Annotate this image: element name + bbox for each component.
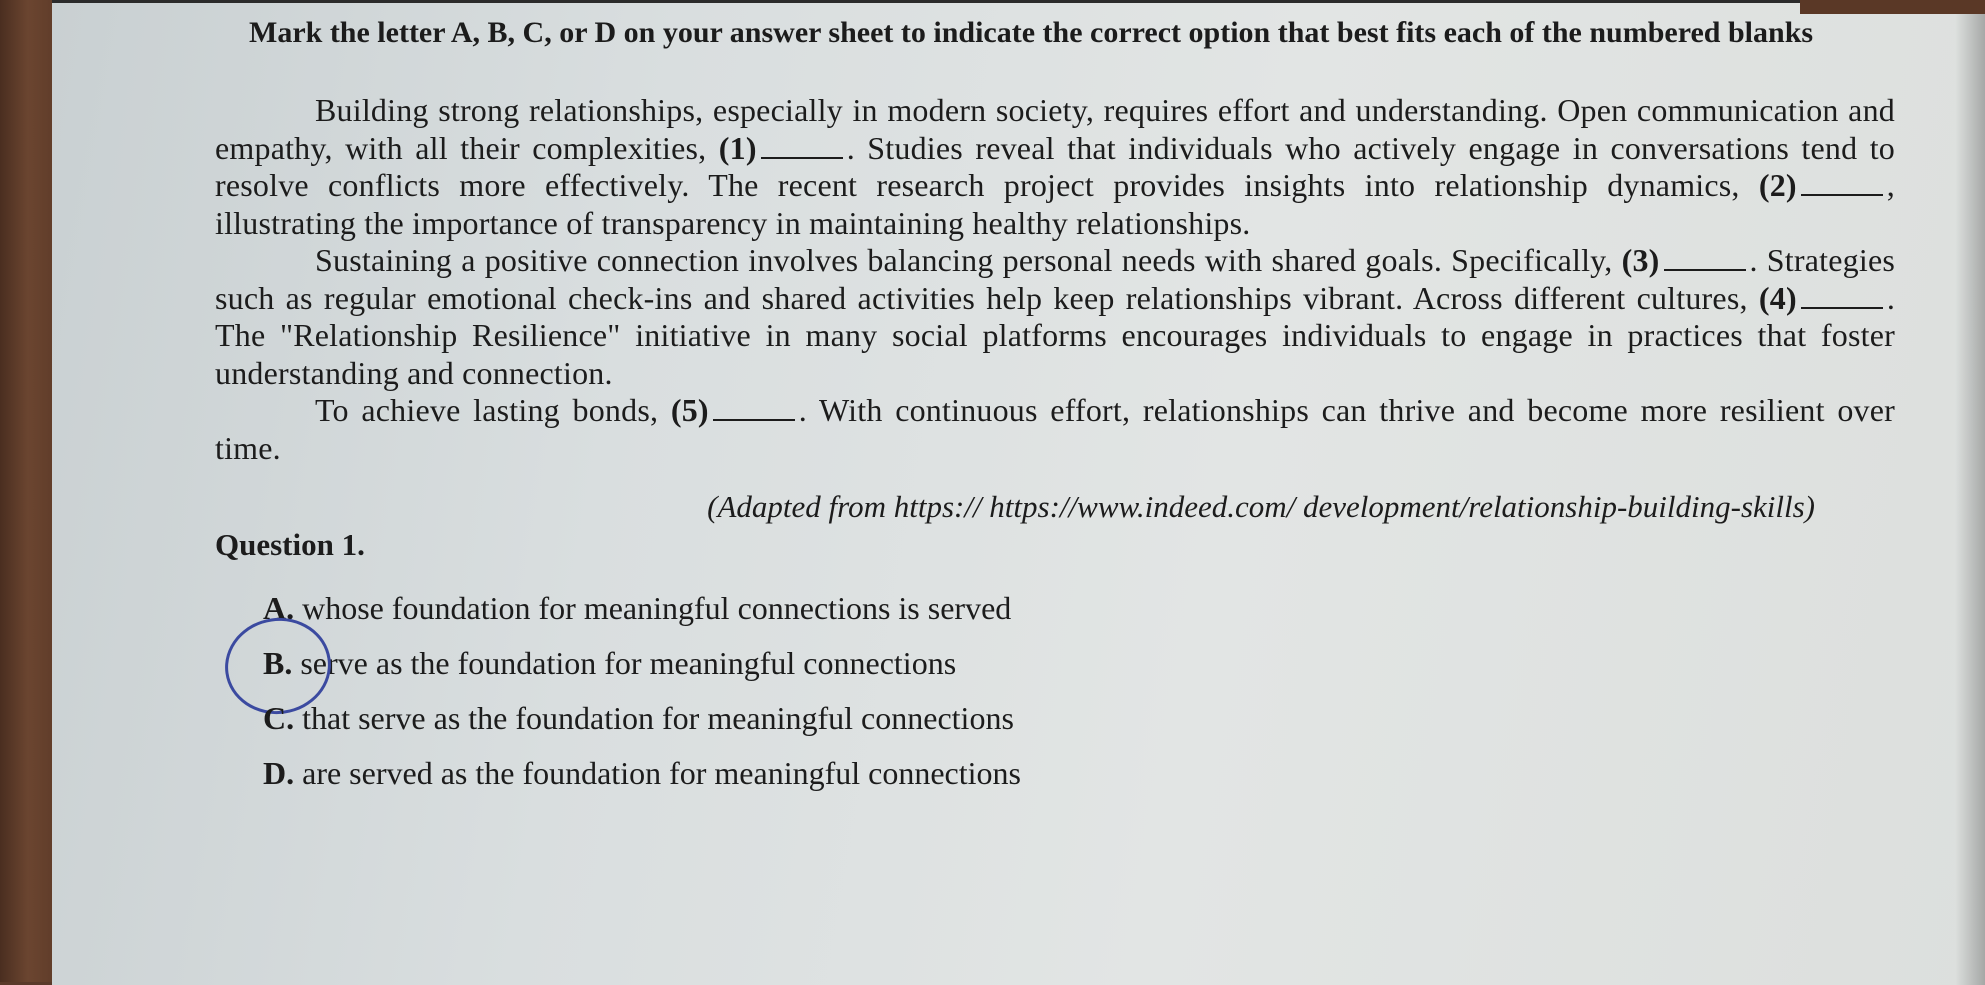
option-letter: D. [263,755,295,791]
option-c[interactable] [263,695,1895,741]
option-text: whose foundation for meaningful connections is served [302,590,1012,626]
worksheet-content [215,14,1895,805]
blank-5 [713,395,795,421]
table-corner [1800,0,1985,14]
option-a[interactable] [263,585,1895,631]
passage-paragraph-1 [215,92,1895,242]
paragraph-1-text-a: Building strong relationships, especially in modern society, requires effort and understanding. Open communication and empathy, with all their complexities, [215,92,1895,166]
paragraph-1-text-c: , illustrating the importance of transparency in maintaining healthy relationships. [215,167,1895,241]
option-letter: A. [263,590,295,626]
option-b[interactable] [263,640,1895,686]
paragraph-1-text-b: . Studies reveal that individuals who actively engage in conversations tend to resolve conflicts more effectively. The recent research project provides insights into relationship dynamics, [215,129,1895,203]
option-text: are served as the foundation for meaningful connections [302,755,1021,791]
blank-number-1: (1) [718,129,757,166]
blank-number-5: (5) [670,392,709,428]
answer-options [263,585,1895,796]
paragraph-2-text-b: . Strategies such as regular emotional check-ins and shared activities help keep relationships vibrant. Across different cultures, [215,242,1895,316]
blank-1 [761,133,843,159]
instruction-text: Mark the letter A, B, C, or D on your answer sheet to indicate the correct option that best fits each of the numbered blanks [249,16,1814,49]
paragraph-2-text-c: . The "Relationship Resilience" initiative in many social platforms encourages individuals to engage in practices that foster understanding and connection. [215,279,1896,391]
option-d[interactable] [263,750,1895,796]
blank-2 [1801,170,1883,196]
blank-number-2: (2) [1758,167,1797,203]
option-letter: B. [263,645,293,681]
option-text: serve as the foundation for meaningful connections [300,645,957,681]
passage-paragraph-3 [215,392,1895,467]
paper-shadow [1955,3,1985,985]
option-text: that serve as the foundation for meaningful connections [302,700,1014,736]
question-title: Question 1. [215,527,365,562]
paragraph-2-text-a: Sustaining a positive connection involves balancing personal needs with shared goals. Specifically, [315,242,1613,278]
paragraph-3-text-b: . With continuous effort, relationships can thrive and become more resilient over time. [215,392,1896,466]
blank-4 [1801,283,1883,309]
blank-3 [1664,245,1746,271]
passage-paragraph-2 [215,242,1895,392]
option-letter: C. [263,700,295,736]
source-citation: (Adapted from https:// https://www.indeed.com/ development/relationship-building-skills) [707,489,1815,524]
blank-number-3: (3) [1621,242,1660,278]
paragraph-3-text-a: To achieve lasting bonds, [315,392,659,428]
blank-number-4: (4) [1758,279,1797,316]
